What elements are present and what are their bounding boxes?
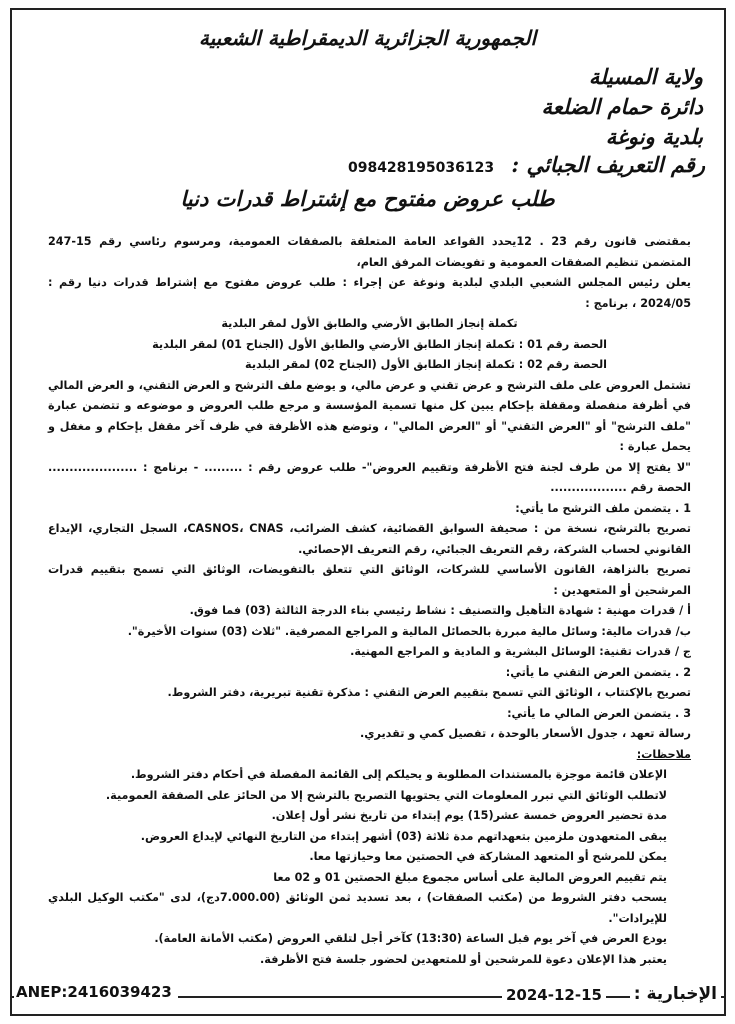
note-item: يودع العرض في آخر يوم قبل الساعة (13:30) كآخر أجل لتلقي العروض (مكتب الأمانة العامة). bbox=[154, 932, 667, 945]
note-item: يتم تقييم العروض المالية على أساس مجموع مبلغ الحصتين 01 و 02 معا bbox=[273, 870, 667, 884]
program-title: تكملة إنجاز الطابق الأرضي والطابق الأول لمقر البلدية bbox=[221, 317, 518, 330]
note-item: الإعلان قائمة موجزة بالمستندات المطلوبة و يحيلكم إلى القائمة المفصلة في أحكام دفتر الشروط. bbox=[130, 768, 667, 781]
tax-id-value: 098428195036123 bbox=[347, 160, 495, 176]
republic-title: الجمهورية الجزائرية الديمقراطية الشعبية bbox=[198, 26, 537, 50]
professional-capacity: أ / قدرات مهنية : شهادة التأهيل والتصنيف : نشاط رئيسي بناء الدرجة الثالثة (03) فما فوق. bbox=[189, 604, 691, 617]
document-title: طلب عروض مفتوح مع إشتراط قدرات دنيا bbox=[180, 186, 555, 211]
commune-line: بلدية ونوغة bbox=[605, 124, 703, 149]
section-3-heading: 3 . يتضمن العرض المالي ما يأتي: bbox=[507, 706, 691, 720]
envelope-label: "لا يفتح إلا من طرف لجنة فتح الأظرفة وتقييم العروض"- طلب عروض رقم : ......... - برنامج : ..................... الحصة رقم .................. bbox=[48, 460, 691, 494]
note-item: يمكن للمرشح أو المتعهد المشاركة في الحصتين معا وحيازتها معا. bbox=[309, 850, 667, 863]
lot-1: الحصة رقم 01 : تكملة إنجاز الطابق الأرضي والطابق الأول (الجناح 01) لمقر البلدية bbox=[152, 337, 607, 351]
announcement-paragraph: يعلن رئيس المجلس الشعبي البلدي لبلدية ونوغة عن إجراء : طلب عروض مفتوح مع إشتراط قدرات دنيا رقم : 2024/05 ، برنامج : bbox=[48, 276, 691, 310]
legal-basis-paragraph: بمقتضى قانون رقم 23 . 12يحدد القواعد العامة المتعلقة بالصفقات العمومية، ومرسوم رئاسي رقم 15-247 المتضمن تنظيم الصفقات العمومية و تفويضات المرفق العام، bbox=[48, 235, 692, 269]
tax-id-line bbox=[348, 152, 705, 177]
daira-line: دائرة حمام الضلعة bbox=[541, 94, 703, 119]
wilaya-line: ولاية المسيلة bbox=[588, 64, 703, 89]
offers-paragraph: تشتمل العروض على ملف الترشح و عرض تقني و عرض مالي، و يوضع ملف الترشح و العرض التقني، و العرض المالي في أظرفة منفصلة ومقفلة بإحكام يبين كل منها تسمية المؤسسة و مرجع طلب العروض و موضوعه و تتضمن عبارة "ملف الترشح" أو "العرض التقني" أو "العرض المالي" ، وتوضع هذه الأظرفة في ظرف آخر مقفل بإحكام و مغفل و يحمل عبارة : bbox=[48, 378, 691, 453]
financial-capacity: ب/ قدرات مالية: وسائل مالية مبررة بالحصائل المالية و المراجع المصرفية. "ثلاث (03) سنوات الأخيرة". bbox=[127, 624, 691, 638]
publication-date: 2024-12-15 bbox=[502, 986, 606, 1004]
section-3-item-a: رسالة تعهد ، جدول الأسعار بالوحدة ، تفصيل كمي و تقديري. bbox=[360, 727, 691, 740]
anep-code: ANEP:2416039423 bbox=[14, 983, 178, 1001]
note-item: يبقى المتعهدون ملزمين بتعهداتهم مدة ثلاثة (03) أشهر إبتداء من التاريخ النهائي لإيداع العروض. bbox=[140, 829, 667, 843]
note-item: يسحب دفتر الشروط من (مكتب الصفقات) ، بعد تسديد ثمن الوثائق (7.000.00دج)، لدى "مكتب الوكيل البلدي للإيرادات". bbox=[48, 891, 668, 925]
notes-heading: ملاحظات: bbox=[636, 747, 691, 761]
newspaper-name: الإخبارية : bbox=[630, 984, 721, 1004]
section-1-item-a: تصريح بالترشح، نسخة من : صحيفة السوابق القضائية، كشف الضرائب، CASNOS، CNAS، السجل التجاري، الإيداع القانوني لحساب الشركة، رقم التعريف الجبائي، رقم التعريف الإحصائي. bbox=[48, 522, 691, 556]
section-1-item-b: تصريح بالنزاهة، القانون الأساسي للشركات، الوثائق التي تتعلق بالتفويضات، الوثائق التي تسمح بتقييم قدرات المرشحين أو المتعهدين : bbox=[48, 563, 691, 597]
section-1-heading: 1 . يتضمن ملف الترشح ما يأتي: bbox=[515, 501, 691, 515]
announcement-body bbox=[48, 232, 691, 970]
section-2-heading: 2 . يتضمن العرض التقني ما يأتي: bbox=[505, 665, 691, 679]
section-2-item-a: تصريح بالإكتتاب ، الوثائق التي تسمح بتقييم العرض التقني : مذكرة تقنية تبريرية، دفتر الشروط. bbox=[167, 686, 691, 699]
note-item: مدة تحضير العروض خمسة عشر(15) يوم إبتداء من تاريخ نشر أول إعلان. bbox=[271, 809, 667, 822]
note-item: لاتطلب الوثائق التي تبرر المعلومات التي يحتويها التصريح بالترشح إلا من الحائز على الصفقة العمومية. bbox=[105, 788, 667, 802]
note-item: يعتبر هذا الإعلان دعوة للمرشحين أو للمتعهدين لحضور جلسة فتح الأظرفة. bbox=[260, 952, 667, 966]
lot-2: الحصة رقم 02 : تكملة إنجاز الطابق الأول (الجناح 02) لمقر البلدية bbox=[245, 358, 607, 371]
tax-id-label: رقم التعريف الجبائي : bbox=[511, 152, 705, 177]
technical-capacity: ج / قدرات تقنية: الوسائل البشرية و المادية و المراجع المهنية. bbox=[350, 645, 691, 658]
